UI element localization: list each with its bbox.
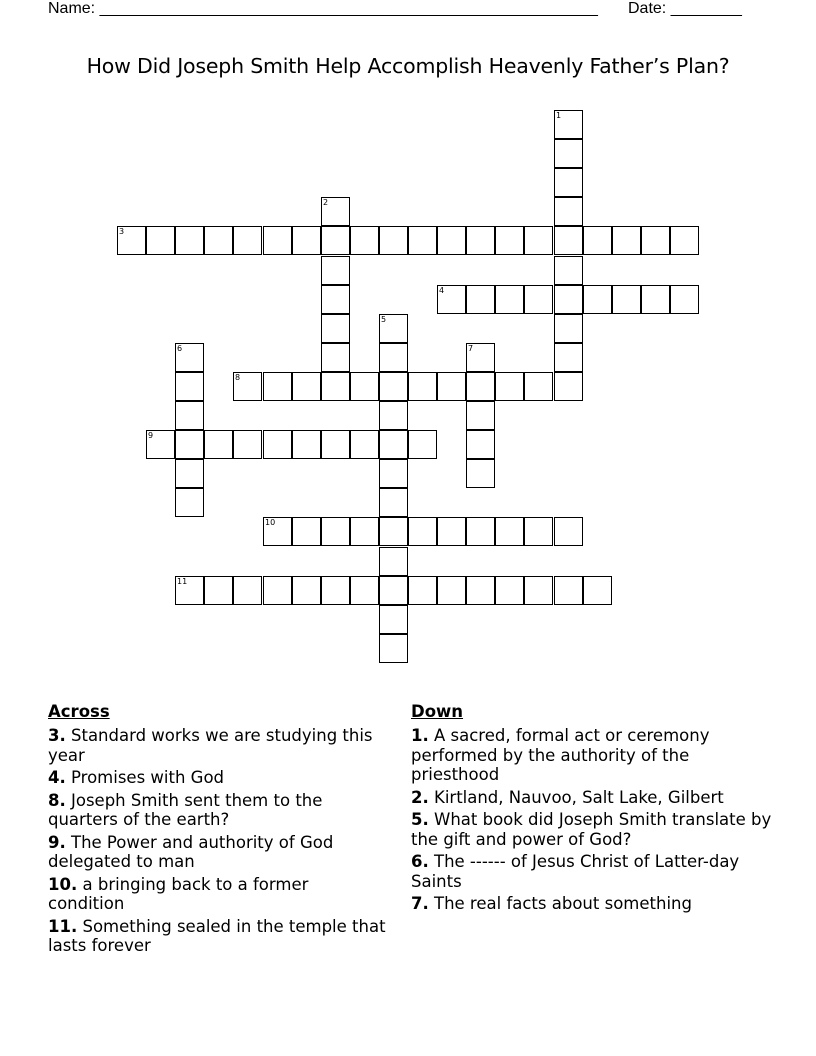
crossword-cell[interactable] xyxy=(350,430,379,459)
crossword-cell[interactable] xyxy=(292,576,321,605)
crossword-cell[interactable] xyxy=(204,430,233,459)
crossword-cell[interactable] xyxy=(175,430,204,459)
crossword-cell[interactable] xyxy=(495,576,524,605)
crossword-cell[interactable] xyxy=(117,226,146,255)
crossword-cell[interactable] xyxy=(379,576,408,605)
crossword-cell[interactable] xyxy=(350,226,379,255)
cell-number: 2 xyxy=(323,198,329,207)
crossword-cell[interactable] xyxy=(292,226,321,255)
crossword-cell[interactable] xyxy=(350,576,379,605)
crossword-cell[interactable] xyxy=(379,605,408,634)
crossword-cell[interactable] xyxy=(612,285,641,314)
cell-number: 3 xyxy=(119,227,125,236)
crossword-cell[interactable] xyxy=(379,343,408,372)
clue-text: Something sealed in the temple that lasts forever xyxy=(48,916,386,955)
crossword-cell[interactable] xyxy=(408,430,437,459)
crossword-cell[interactable] xyxy=(408,576,437,605)
crossword-cell[interactable] xyxy=(495,285,524,314)
cell-number: 11 xyxy=(177,577,188,586)
crossword-cell[interactable] xyxy=(524,576,553,605)
crossword-cell[interactable] xyxy=(233,576,262,605)
crossword-cell[interactable] xyxy=(408,372,437,401)
clue-number: 3. xyxy=(48,726,66,745)
crossword-cell[interactable] xyxy=(466,226,495,255)
clue-number: 1. xyxy=(411,726,429,745)
crossword-cell[interactable] xyxy=(175,372,204,401)
crossword-cell[interactable] xyxy=(175,488,204,517)
crossword-cell[interactable] xyxy=(437,576,466,605)
crossword-cell[interactable] xyxy=(321,430,350,459)
crossword-cell[interactable] xyxy=(554,197,583,226)
clue-number: 5. xyxy=(411,810,429,829)
clue-across-4 xyxy=(48,768,388,788)
crossword-cell[interactable] xyxy=(379,459,408,488)
crossword-cell[interactable] xyxy=(554,285,583,314)
crossword-cell[interactable] xyxy=(641,226,670,255)
crossword-cell[interactable] xyxy=(233,226,262,255)
clue-across-11 xyxy=(48,917,388,956)
crossword-cell[interactable] xyxy=(321,517,350,546)
clue-across-10 xyxy=(48,875,388,914)
date-field-label: Date: ________ xyxy=(628,0,742,17)
crossword-cell[interactable] xyxy=(321,197,350,226)
clue-text: A sacred, formal act or ceremony performed by the authority of the priesthood xyxy=(411,726,710,784)
crossword-cell[interactable] xyxy=(379,488,408,517)
crossword-cell[interactable] xyxy=(292,430,321,459)
crossword-cell[interactable] xyxy=(670,226,699,255)
clue-number: 9. xyxy=(48,832,66,852)
crossword-cell[interactable] xyxy=(437,372,466,401)
crossword-cell[interactable] xyxy=(263,517,292,546)
crossword-cell[interactable] xyxy=(350,517,379,546)
crossword-cell[interactable] xyxy=(524,285,553,314)
crossword-cell[interactable] xyxy=(583,285,612,314)
cell-number: 6 xyxy=(177,344,183,353)
clue-across-8 xyxy=(48,791,388,830)
clue-down-2 xyxy=(411,788,781,808)
crossword-cell[interactable] xyxy=(146,430,175,459)
crossword-cell[interactable] xyxy=(263,576,292,605)
crossword-cell[interactable] xyxy=(554,576,583,605)
clue-number: 7. xyxy=(411,894,429,913)
clue-down-1 xyxy=(411,726,781,785)
crossword-cell[interactable] xyxy=(466,343,495,372)
crossword-cell[interactable] xyxy=(379,517,408,546)
crossword-cell[interactable] xyxy=(379,430,408,459)
crossword-cell[interactable] xyxy=(437,517,466,546)
crossword-cell[interactable] xyxy=(379,226,408,255)
crossword-cell[interactable] xyxy=(554,343,583,372)
crossword-cell[interactable] xyxy=(437,226,466,255)
crossword-cell[interactable] xyxy=(321,314,350,343)
clue-text: Promises with God xyxy=(71,768,225,787)
crossword-cell[interactable] xyxy=(350,372,379,401)
crossword-cell[interactable] xyxy=(175,226,204,255)
crossword-cell[interactable] xyxy=(495,226,524,255)
crossword-cell[interactable] xyxy=(408,517,437,546)
crossword-cell[interactable] xyxy=(321,256,350,285)
cell-number: 4 xyxy=(439,286,445,295)
crossword-cell[interactable] xyxy=(321,226,350,255)
clue-text: Joseph Smith sent them to the quarters of the earth? xyxy=(48,790,323,829)
crossword-cell[interactable] xyxy=(612,226,641,255)
cell-number: 9 xyxy=(148,431,154,440)
crossword-cell[interactable] xyxy=(670,285,699,314)
clue-number: 11. xyxy=(48,916,78,936)
cell-number: 7 xyxy=(468,344,474,353)
across-heading: Across xyxy=(48,702,110,721)
crossword-cell[interactable] xyxy=(524,372,553,401)
crossword-cell[interactable] xyxy=(175,401,204,430)
clue-text: The ------ of Jesus Christ of Latter-day Saints xyxy=(411,852,740,891)
crossword-cell[interactable] xyxy=(263,430,292,459)
clue-across-3 xyxy=(48,726,388,765)
crossword-cell[interactable] xyxy=(175,459,204,488)
clue-text: Kirtland, Nauvoo, Salt Lake, Gilbert xyxy=(434,787,724,807)
crossword-cell[interactable] xyxy=(524,226,553,255)
clue-text: a bringing back to a former condition xyxy=(48,874,309,913)
crossword-cell[interactable] xyxy=(554,372,583,401)
crossword-cell[interactable] xyxy=(292,372,321,401)
cell-number: 8 xyxy=(235,373,241,382)
crossword-cell[interactable] xyxy=(379,634,408,663)
crossword-cell[interactable] xyxy=(583,226,612,255)
crossword-cell[interactable] xyxy=(233,430,262,459)
crossword-cell[interactable] xyxy=(204,226,233,255)
crossword-cell[interactable] xyxy=(379,372,408,401)
cell-number: 1 xyxy=(556,111,562,120)
clue-number: 6. xyxy=(411,852,429,871)
crossword-cell[interactable] xyxy=(321,343,350,372)
crossword-cell[interactable] xyxy=(466,459,495,488)
crossword-cell[interactable] xyxy=(495,372,524,401)
crossword-cell[interactable] xyxy=(466,430,495,459)
cell-number: 5 xyxy=(381,315,387,324)
cell-number: 10 xyxy=(265,518,276,527)
crossword-cell[interactable] xyxy=(321,576,350,605)
crossword-cell[interactable] xyxy=(379,401,408,430)
crossword-cell[interactable] xyxy=(554,110,583,139)
crossword-cell[interactable] xyxy=(554,517,583,546)
crossword-cell[interactable] xyxy=(554,256,583,285)
crossword-cell[interactable] xyxy=(408,226,437,255)
crossword-cell[interactable] xyxy=(233,372,262,401)
crossword-cell[interactable] xyxy=(554,226,583,255)
crossword-cell[interactable] xyxy=(495,517,524,546)
down-heading: Down xyxy=(411,702,464,721)
crossword-cell[interactable] xyxy=(466,517,495,546)
crossword-cell[interactable] xyxy=(379,547,408,576)
clue-text: The Power and authority of God delegated to man xyxy=(48,832,334,871)
crossword-cell[interactable] xyxy=(175,576,204,605)
crossword-cell[interactable] xyxy=(583,576,612,605)
crossword-cell[interactable] xyxy=(554,314,583,343)
page-title: How Did Joseph Smith Help Accomplish Heavenly Father’s Plan? xyxy=(86,54,730,78)
crossword-cell[interactable] xyxy=(466,401,495,430)
clue-number: 2. xyxy=(411,787,429,807)
crossword-cell[interactable] xyxy=(466,576,495,605)
crossword-cell[interactable] xyxy=(175,343,204,372)
crossword-cell[interactable] xyxy=(524,517,553,546)
crossword-cell[interactable] xyxy=(263,226,292,255)
crossword-cell[interactable] xyxy=(641,285,670,314)
crossword-cell[interactable] xyxy=(554,139,583,168)
crossword-cell[interactable] xyxy=(292,517,321,546)
across-clues xyxy=(48,702,388,959)
crossword-cell[interactable] xyxy=(321,372,350,401)
name-field-label: Name: ________________________________________________________ xyxy=(48,0,598,17)
clue-down-5 xyxy=(411,810,781,849)
crossword-cell[interactable] xyxy=(466,285,495,314)
clue-text: The real facts about something xyxy=(434,894,692,913)
crossword-cell[interactable] xyxy=(204,576,233,605)
clue-number: 8. xyxy=(48,790,66,810)
crossword-cell[interactable] xyxy=(321,285,350,314)
crossword-cell[interactable] xyxy=(554,168,583,197)
crossword-cell[interactable] xyxy=(437,285,466,314)
clue-number: 4. xyxy=(48,768,66,787)
crossword-cell[interactable] xyxy=(263,372,292,401)
clue-number: 10. xyxy=(48,874,78,894)
clue-down-7 xyxy=(411,894,781,914)
clue-text: What book did Joseph Smith translate by the gift and power of God? xyxy=(411,810,772,849)
crossword-cell[interactable] xyxy=(379,314,408,343)
clue-across-9 xyxy=(48,833,388,872)
clue-text: Standard works we are studying this year xyxy=(48,726,373,765)
down-clues xyxy=(411,702,781,917)
crossword-cell[interactable] xyxy=(146,226,175,255)
crossword-cell[interactable] xyxy=(466,372,495,401)
clue-down-6 xyxy=(411,852,781,891)
